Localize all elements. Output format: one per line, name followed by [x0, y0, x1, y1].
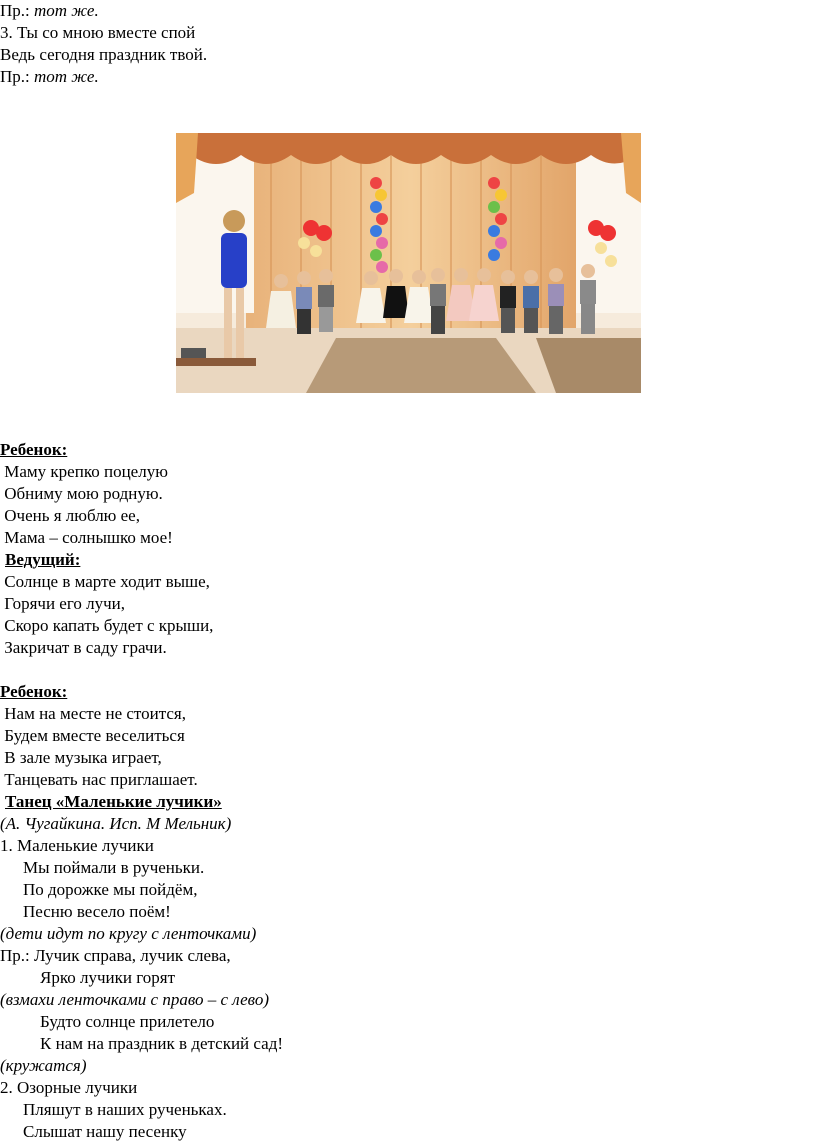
- text-line: Пляшут в наших рученьках.: [23, 1100, 227, 1119]
- text-line: К нам на праздник в детский сад!: [40, 1034, 284, 1053]
- text-line: Будто солнце прилетело: [40, 1012, 215, 1031]
- text-line: Слышат нашу песенку: [23, 1122, 187, 1141]
- prefix: Пр.:: [0, 67, 34, 86]
- text-line: 2. Озорные лучики: [0, 1078, 138, 1097]
- text-line: Скоро капать будет с крыши,: [0, 616, 214, 635]
- text-line: Мама – солнышко мое!: [0, 528, 173, 547]
- note-line: (дети идут по кругу с ленточками): [0, 924, 257, 943]
- text-line: Мы поймали в рученьки.: [23, 858, 205, 877]
- text-line: Солнце в марте ходит выше,: [0, 572, 210, 591]
- italic-text: тот же.: [34, 1, 99, 20]
- text-line: Горячи его лучи,: [0, 594, 126, 613]
- prefix: Пр.:: [0, 1, 34, 20]
- role-label: Ведущий:: [5, 550, 81, 569]
- role-heading: [5, 549, 80, 571]
- text-line: Танцевать нас приглашает.: [0, 770, 198, 789]
- text-line: Будем вместе веселиться: [0, 726, 185, 745]
- photo-children-celebration-icon: [176, 133, 641, 393]
- text-line: [0, 0, 99, 22]
- italic-text: тот же.: [34, 67, 99, 86]
- text-line: Песню весело поём!: [23, 902, 171, 921]
- text-line: По дорожке мы пойдём,: [23, 880, 198, 899]
- text-line: [0, 66, 99, 88]
- text-line: Закричат в саду грачи.: [0, 638, 167, 657]
- text-line: Нам на месте не стоится,: [0, 704, 186, 723]
- text-line: Очень я люблю ее,: [0, 506, 140, 525]
- role-heading: Ребенок:: [0, 682, 68, 701]
- text-line: Пр.: Лучик справа, лучик слева,: [0, 946, 231, 965]
- note-line: (А. Чугайкина. Исп. М Мельник): [0, 814, 232, 833]
- text-line: Маму крепко поцелую: [0, 462, 168, 481]
- text-line: Обниму мою родную.: [0, 484, 163, 503]
- text-line: В зале музыка играет,: [0, 748, 162, 767]
- text-line: 1. Маленькие лучики: [0, 836, 154, 855]
- text-line: Ярко лучики горят: [40, 968, 176, 987]
- text-line: 3. Ты со мною вместе спой: [0, 23, 196, 42]
- role-heading: Ребенок:: [0, 440, 68, 459]
- note-line: (взмахи ленточками с право – с лево): [0, 990, 270, 1009]
- dance-title: [5, 791, 222, 813]
- photo: [176, 133, 641, 393]
- dance-title-text: Танец «Маленькие лучики»: [5, 792, 222, 811]
- text-line: Ведь сегодня праздник твой.: [0, 45, 208, 64]
- note-line: (кружатся): [0, 1056, 87, 1075]
